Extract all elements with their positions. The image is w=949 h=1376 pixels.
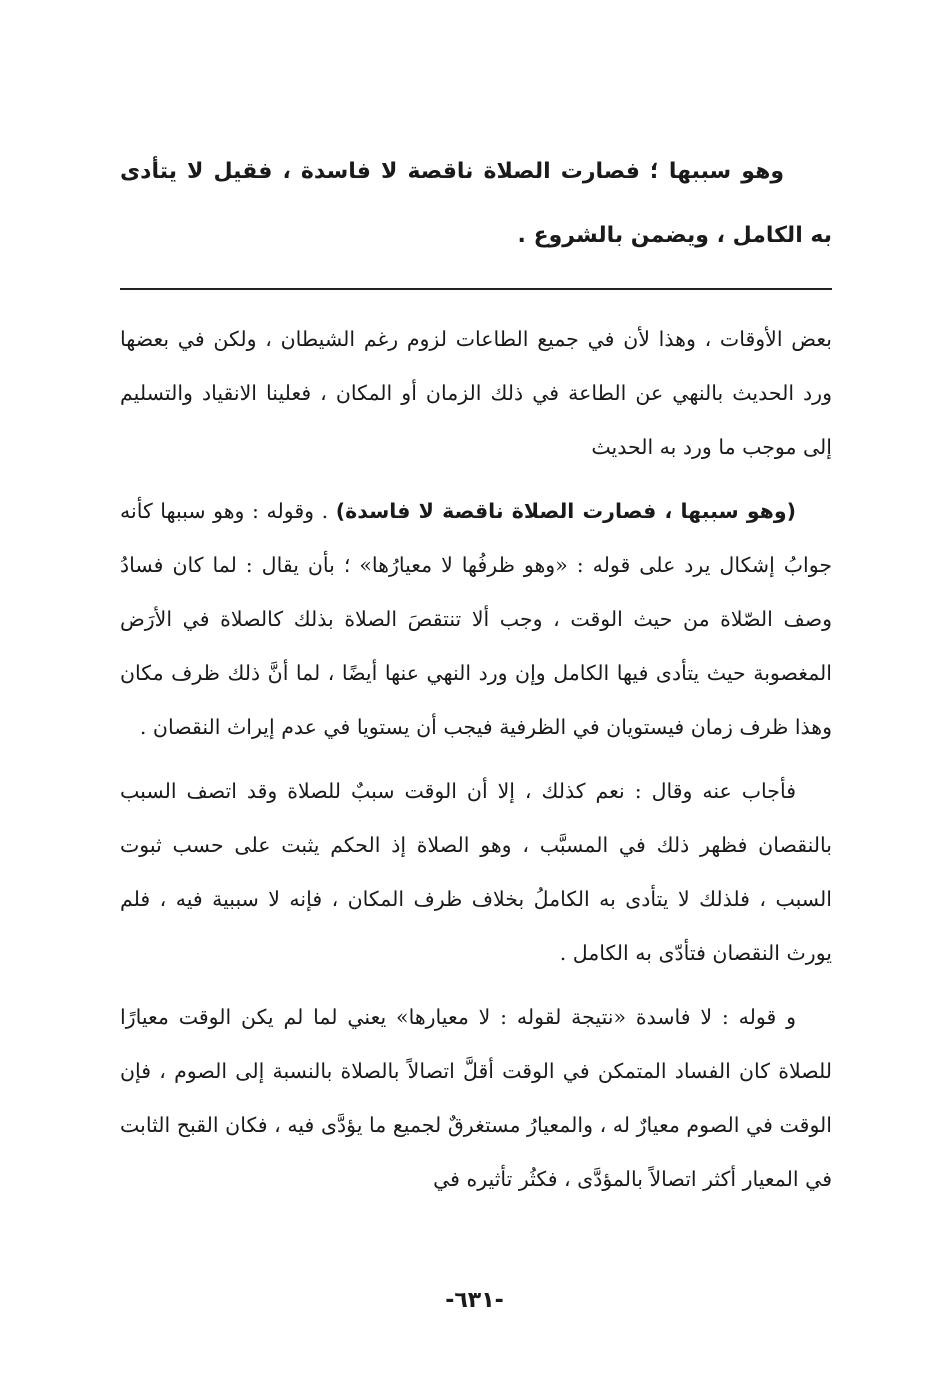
commentary-paragraph-3: فأجاب عنه وقال : نعم كذلك ، إلا أن الوقت سببٌ للصلاة وقد اتصف السبب بالنقصان فظهر ذلك في المسبَّب ، وهو الصلاة إذ الحكم يثبت على حسب ثبوت السبب ، فلذلك لا يتأدى به الكاملُ بخلاف ظرف المكان ، فإنه لا سببية فيه ، فلم يورث النقصان فتأدّى به الكامل . <box>120 779 832 965</box>
commentary-paragraph-2-body: . وقوله : وهو سببها كأنه جوابُ إشكال يرد على قوله : «وهو ظرفُها لا معيارُها» ؛ بأن يقال : لما كان فسادُ وصف الصّلاة من حيث الوقت ، وجب ألا تنتقصَ الصلاة بذلك كالصلاة في الأرَض المغصوبة حيث يتأدى فيها الكامل وإن ورد النهي عنها أيضًا ، لما أنَّ ذلك ظرف مكان وهذا ظرف زمان فيستويان في الظرفية فيجب أن يستويا في عدم إيراث النقصان . <box>120 499 832 739</box>
commentary-paragraph-1: بعض الأوقات ، وهذا لأن في جميع الطاعات لزوم رغم الشيطان ، ولكن في بعضها ورد الحديث بالنهي عن الطاعة في ذلك الزمان أو المكان ، فعلينا الانقياد والتسليم إلى موجب ما ورد به الحديث <box>120 327 832 459</box>
page-number: -٦٣١- <box>445 1288 504 1313</box>
book-page <box>120 140 832 1216</box>
commentary <box>120 312 832 1206</box>
commentary-paragraph-2 <box>120 484 832 754</box>
matn-text: وهو سببها ؛ فصارت الصلاة ناقصة لا فاسدة ، فقيل لا يتأدى به الكامل ، ويضمن بالشروع . <box>120 159 832 248</box>
quoted-matn: (وهو سببها ، فصارت الصلاة ناقصة لا فاسدة) <box>335 499 797 523</box>
commentary-paragraph-4: و قوله : لا فاسدة «نتيجة لقوله : لا معيارها» يعني لما لم يكن الوقت معيارًا للصلاة كان الفساد المتمكن في الوقت أقلَّ اتصالاً بالصلاة بالنسبة إلى الصوم ، فإن الوقت في الصوم معيارٌ له ، والمعيارُ مستغرقٌ لجميع ما يؤدَّى فيه ، فكان القبح الثابت في المعيار أكثر اتصالاً بالمؤدَّى ، فكثُر تأثيره في <box>120 1005 832 1191</box>
footnote-divider <box>120 288 832 290</box>
